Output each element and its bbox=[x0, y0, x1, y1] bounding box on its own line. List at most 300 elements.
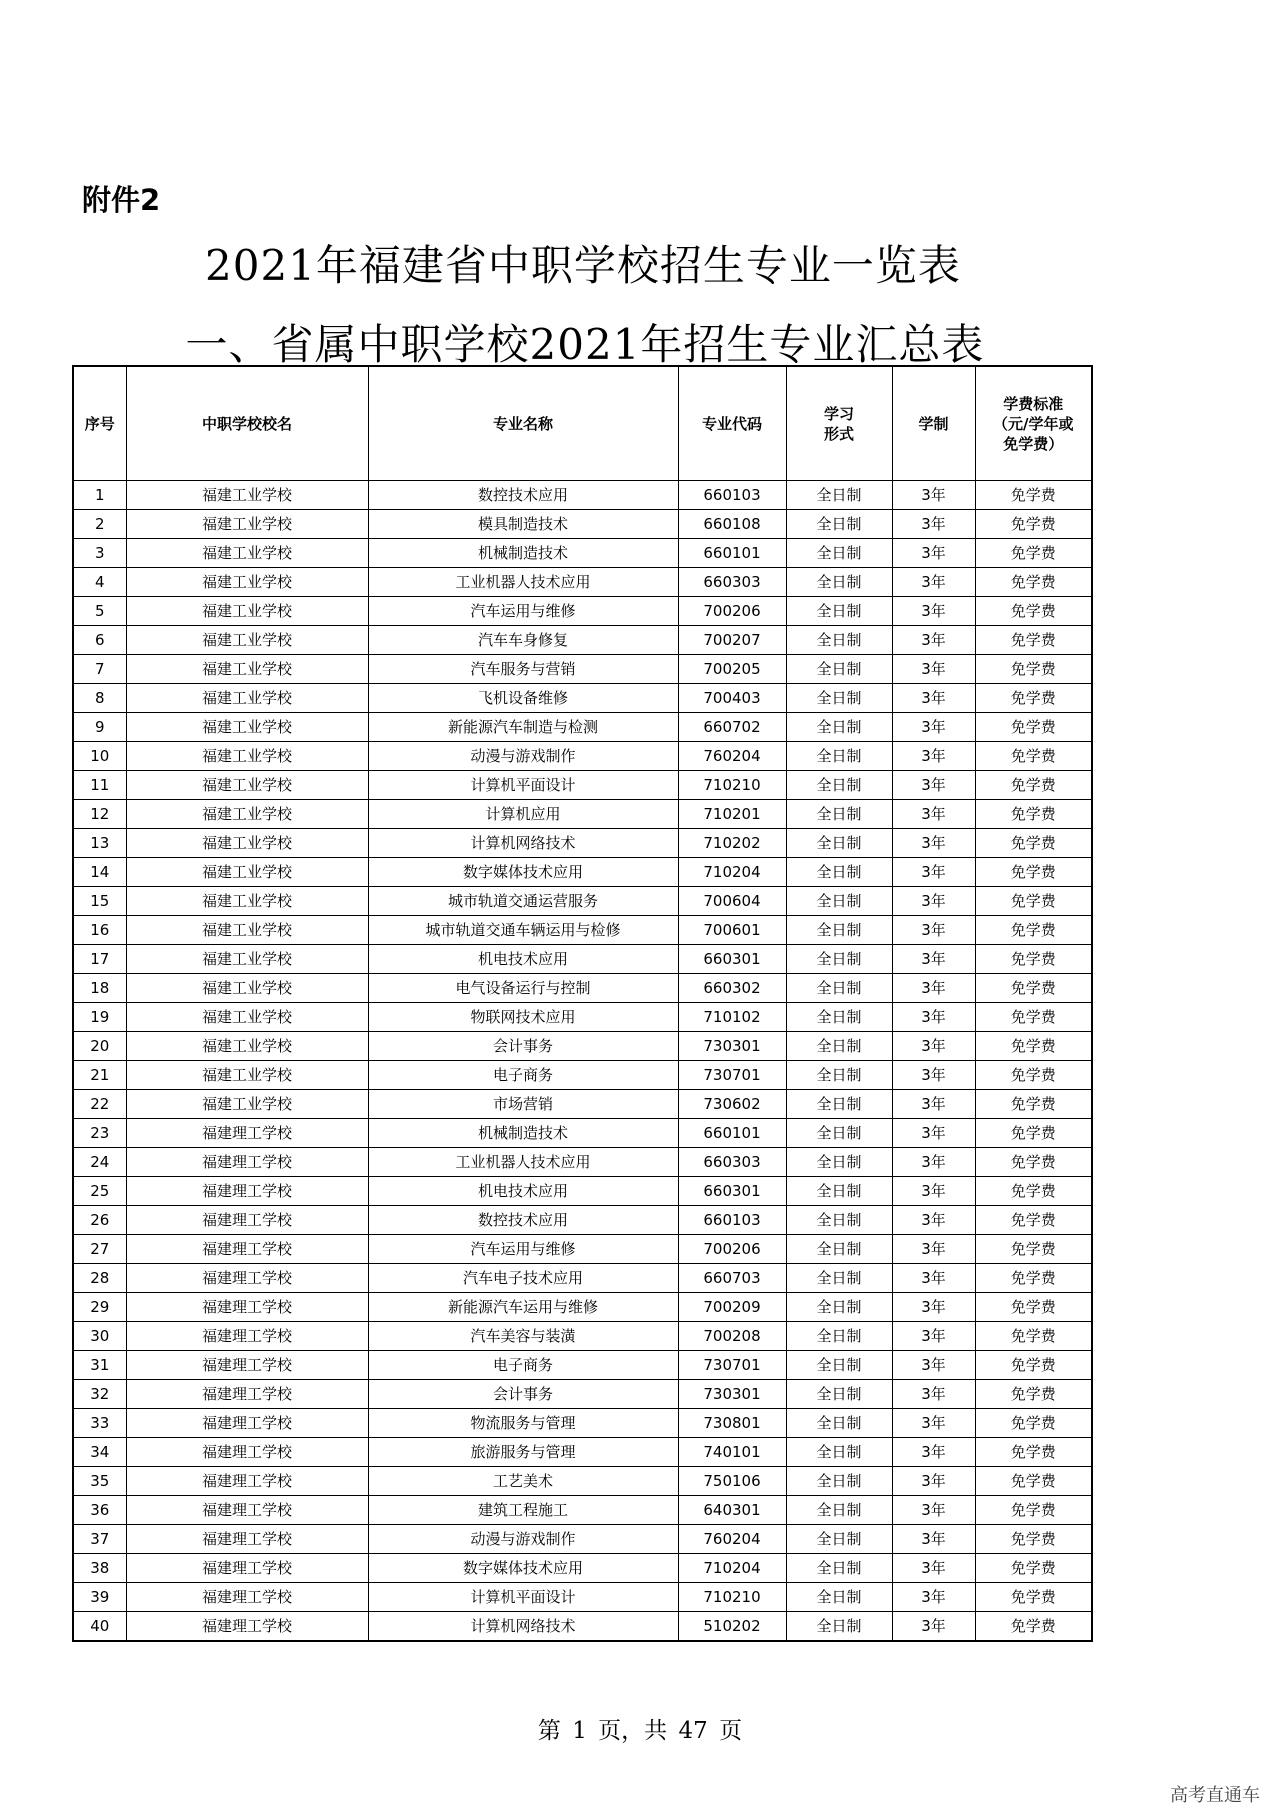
cell-duration: 3年 bbox=[892, 800, 975, 829]
cell-duration: 3年 bbox=[892, 945, 975, 974]
cell-code: 660703 bbox=[678, 1264, 786, 1293]
cell-duration: 3年 bbox=[892, 568, 975, 597]
cell-tuition: 免学费 bbox=[975, 1032, 1092, 1061]
cell-study-form: 全日制 bbox=[786, 626, 892, 655]
cell-tuition: 免学费 bbox=[975, 1554, 1092, 1583]
cell-study-form: 全日制 bbox=[786, 1206, 892, 1235]
cell-tuition: 免学费 bbox=[975, 481, 1092, 510]
cell-code: 710204 bbox=[678, 1554, 786, 1583]
header-study-form bbox=[786, 366, 892, 481]
cell-major: 城市轨道交通车辆运用与检修 bbox=[368, 916, 678, 945]
cell-index: 28 bbox=[73, 1264, 126, 1293]
cell-study-form: 全日制 bbox=[786, 1264, 892, 1293]
cell-major: 城市轨道交通运营服务 bbox=[368, 887, 678, 916]
table-row bbox=[73, 1322, 1092, 1351]
cell-study-form: 全日制 bbox=[786, 481, 892, 510]
cell-code: 730301 bbox=[678, 1380, 786, 1409]
cell-code: 730701 bbox=[678, 1351, 786, 1380]
cell-study-form: 全日制 bbox=[786, 742, 892, 771]
cell-school: 福建工业学校 bbox=[126, 1090, 368, 1119]
cell-major: 会计事务 bbox=[368, 1380, 678, 1409]
cell-study-form: 全日制 bbox=[786, 597, 892, 626]
cell-duration: 3年 bbox=[892, 1003, 975, 1032]
cell-code: 730301 bbox=[678, 1032, 786, 1061]
cell-duration: 3年 bbox=[892, 1264, 975, 1293]
table-row bbox=[73, 1177, 1092, 1206]
cell-study-form: 全日制 bbox=[786, 1293, 892, 1322]
watermark-text: 高考直通车 bbox=[1170, 1785, 1260, 1806]
cell-code: 660103 bbox=[678, 481, 786, 510]
cell-index: 6 bbox=[73, 626, 126, 655]
cell-duration: 3年 bbox=[892, 1612, 975, 1642]
cell-tuition: 免学费 bbox=[975, 1409, 1092, 1438]
table-row bbox=[73, 1467, 1092, 1496]
cell-major: 会计事务 bbox=[368, 1032, 678, 1061]
cell-tuition: 免学费 bbox=[975, 1525, 1092, 1554]
cell-index: 9 bbox=[73, 713, 126, 742]
cell-duration: 3年 bbox=[892, 1235, 975, 1264]
cell-duration: 3年 bbox=[892, 1148, 975, 1177]
cell-code: 710210 bbox=[678, 1583, 786, 1612]
cell-study-form: 全日制 bbox=[786, 1235, 892, 1264]
cell-major: 电子商务 bbox=[368, 1061, 678, 1090]
cell-major: 数控技术应用 bbox=[368, 481, 678, 510]
cell-duration: 3年 bbox=[892, 858, 975, 887]
table-body bbox=[73, 481, 1092, 1642]
page-title: 2021年福建省中职学校招生专业一览表 bbox=[205, 241, 961, 290]
cell-school: 福建工业学校 bbox=[126, 858, 368, 887]
cell-school: 福建理工学校 bbox=[126, 1206, 368, 1235]
cell-index: 30 bbox=[73, 1322, 126, 1351]
cell-tuition: 免学费 bbox=[975, 1206, 1092, 1235]
cell-major: 汽车美容与装潢 bbox=[368, 1322, 678, 1351]
table-header-row bbox=[73, 366, 1092, 481]
cell-major: 汽车电子技术应用 bbox=[368, 1264, 678, 1293]
table-row bbox=[73, 771, 1092, 800]
cell-index: 16 bbox=[73, 916, 126, 945]
cell-code: 760204 bbox=[678, 742, 786, 771]
cell-major: 计算机平面设计 bbox=[368, 771, 678, 800]
table-row bbox=[73, 713, 1092, 742]
table-row bbox=[73, 887, 1092, 916]
cell-school: 福建工业学校 bbox=[126, 829, 368, 858]
section-title: 一、省属中职学校2021年招生专业汇总表 bbox=[185, 320, 985, 369]
cell-duration: 3年 bbox=[892, 597, 975, 626]
cell-duration: 3年 bbox=[892, 1206, 975, 1235]
cell-duration: 3年 bbox=[892, 655, 975, 684]
cell-code: 710201 bbox=[678, 800, 786, 829]
header-tuition-label: 学费标准 （元/学年或 免学费） bbox=[993, 394, 1074, 453]
cell-study-form: 全日制 bbox=[786, 655, 892, 684]
cell-tuition: 免学费 bbox=[975, 887, 1092, 916]
cell-school: 福建工业学校 bbox=[126, 713, 368, 742]
cell-code: 660702 bbox=[678, 713, 786, 742]
cell-duration: 3年 bbox=[892, 1467, 975, 1496]
cell-duration: 3年 bbox=[892, 1583, 975, 1612]
cell-code: 640301 bbox=[678, 1496, 786, 1525]
cell-study-form: 全日制 bbox=[786, 945, 892, 974]
cell-duration: 3年 bbox=[892, 887, 975, 916]
cell-index: 8 bbox=[73, 684, 126, 713]
cell-major: 数字媒体技术应用 bbox=[368, 1554, 678, 1583]
cell-school: 福建工业学校 bbox=[126, 684, 368, 713]
cell-major: 机电技术应用 bbox=[368, 945, 678, 974]
cell-tuition: 免学费 bbox=[975, 1467, 1092, 1496]
table-row bbox=[73, 510, 1092, 539]
table-row bbox=[73, 1003, 1092, 1032]
header-tuition bbox=[975, 366, 1092, 481]
cell-study-form: 全日制 bbox=[786, 916, 892, 945]
cell-code: 700207 bbox=[678, 626, 786, 655]
cell-study-form: 全日制 bbox=[786, 1351, 892, 1380]
cell-index: 18 bbox=[73, 974, 126, 1003]
header-school bbox=[126, 366, 368, 481]
cell-index: 37 bbox=[73, 1525, 126, 1554]
cell-duration: 3年 bbox=[892, 1554, 975, 1583]
cell-tuition: 免学费 bbox=[975, 1177, 1092, 1206]
cell-school: 福建理工学校 bbox=[126, 1177, 368, 1206]
cell-duration: 3年 bbox=[892, 1090, 975, 1119]
cell-index: 22 bbox=[73, 1090, 126, 1119]
table-row bbox=[73, 829, 1092, 858]
table-row bbox=[73, 1264, 1092, 1293]
cell-study-form: 全日制 bbox=[786, 771, 892, 800]
page-footer: 第 1 页，共 47 页 bbox=[537, 1718, 743, 1744]
cell-major: 计算机网络技术 bbox=[368, 1612, 678, 1642]
table-row bbox=[73, 742, 1092, 771]
cell-tuition: 免学费 bbox=[975, 1322, 1092, 1351]
cell-school: 福建理工学校 bbox=[126, 1612, 368, 1642]
table-row bbox=[73, 800, 1092, 829]
cell-index: 38 bbox=[73, 1554, 126, 1583]
cell-tuition: 免学费 bbox=[975, 1148, 1092, 1177]
cell-code: 660101 bbox=[678, 1119, 786, 1148]
cell-index: 34 bbox=[73, 1438, 126, 1467]
cell-study-form: 全日制 bbox=[786, 1119, 892, 1148]
cell-tuition: 免学费 bbox=[975, 626, 1092, 655]
cell-school: 福建工业学校 bbox=[126, 800, 368, 829]
cell-major: 计算机平面设计 bbox=[368, 1583, 678, 1612]
cell-major: 计算机网络技术 bbox=[368, 829, 678, 858]
cell-school: 福建工业学校 bbox=[126, 742, 368, 771]
cell-school: 福建理工学校 bbox=[126, 1467, 368, 1496]
cell-major: 新能源汽车运用与维修 bbox=[368, 1293, 678, 1322]
table-row bbox=[73, 1583, 1092, 1612]
cell-study-form: 全日制 bbox=[786, 1003, 892, 1032]
table-row bbox=[73, 1032, 1092, 1061]
table-row bbox=[73, 916, 1092, 945]
cell-study-form: 全日制 bbox=[786, 858, 892, 887]
cell-tuition: 免学费 bbox=[975, 1496, 1092, 1525]
cell-code: 660103 bbox=[678, 1206, 786, 1235]
header-duration bbox=[892, 366, 975, 481]
table-row bbox=[73, 1061, 1092, 1090]
cell-code: 700601 bbox=[678, 916, 786, 945]
cell-index: 27 bbox=[73, 1235, 126, 1264]
cell-school: 福建理工学校 bbox=[126, 1322, 368, 1351]
cell-duration: 3年 bbox=[892, 1351, 975, 1380]
header-code-label: 专业代码 bbox=[701, 414, 762, 433]
header-school-label: 中职学校校名 bbox=[201, 414, 292, 433]
cell-school: 福建理工学校 bbox=[126, 1554, 368, 1583]
cell-study-form: 全日制 bbox=[786, 887, 892, 916]
table-row bbox=[73, 1380, 1092, 1409]
cell-major: 机械制造技术 bbox=[368, 539, 678, 568]
cell-code: 750106 bbox=[678, 1467, 786, 1496]
cell-school: 福建工业学校 bbox=[126, 916, 368, 945]
cell-tuition: 免学费 bbox=[975, 1438, 1092, 1467]
cell-index: 31 bbox=[73, 1351, 126, 1380]
cell-code: 730701 bbox=[678, 1061, 786, 1090]
cell-school: 福建理工学校 bbox=[126, 1235, 368, 1264]
table-row bbox=[73, 1293, 1092, 1322]
cell-major: 动漫与游戏制作 bbox=[368, 742, 678, 771]
table-row bbox=[73, 1612, 1092, 1642]
cell-school: 福建理工学校 bbox=[126, 1148, 368, 1177]
cell-index: 17 bbox=[73, 945, 126, 974]
cell-index: 39 bbox=[73, 1583, 126, 1612]
cell-school: 福建理工学校 bbox=[126, 1119, 368, 1148]
cell-tuition: 免学费 bbox=[975, 771, 1092, 800]
cell-tuition: 免学费 bbox=[975, 1061, 1092, 1090]
cell-index: 24 bbox=[73, 1148, 126, 1177]
cell-index: 2 bbox=[73, 510, 126, 539]
table-row bbox=[73, 1206, 1092, 1235]
cell-index: 19 bbox=[73, 1003, 126, 1032]
cell-study-form: 全日制 bbox=[786, 1061, 892, 1090]
cell-major: 物流服务与管理 bbox=[368, 1409, 678, 1438]
table-row bbox=[73, 626, 1092, 655]
cell-duration: 3年 bbox=[892, 1496, 975, 1525]
cell-index: 23 bbox=[73, 1119, 126, 1148]
cell-study-form: 全日制 bbox=[786, 1148, 892, 1177]
cell-code: 710210 bbox=[678, 771, 786, 800]
cell-school: 福建工业学校 bbox=[126, 771, 368, 800]
cell-study-form: 全日制 bbox=[786, 1177, 892, 1206]
cell-code: 710202 bbox=[678, 829, 786, 858]
header-study-form-label: 学习 形式 bbox=[823, 404, 854, 443]
cell-study-form: 全日制 bbox=[786, 1612, 892, 1642]
cell-index: 10 bbox=[73, 742, 126, 771]
table-row bbox=[73, 1554, 1092, 1583]
cell-code: 700206 bbox=[678, 597, 786, 626]
cell-duration: 3年 bbox=[892, 1061, 975, 1090]
cell-major: 工业机器人技术应用 bbox=[368, 1148, 678, 1177]
cell-school: 福建工业学校 bbox=[126, 539, 368, 568]
cell-study-form: 全日制 bbox=[786, 1032, 892, 1061]
cell-duration: 3年 bbox=[892, 481, 975, 510]
cell-study-form: 全日制 bbox=[786, 1438, 892, 1467]
cell-school: 福建工业学校 bbox=[126, 974, 368, 1003]
cell-study-form: 全日制 bbox=[786, 510, 892, 539]
cell-major: 汽车车身修复 bbox=[368, 626, 678, 655]
cell-study-form: 全日制 bbox=[786, 1322, 892, 1351]
cell-duration: 3年 bbox=[892, 684, 975, 713]
cell-tuition: 免学费 bbox=[975, 916, 1092, 945]
cell-school: 福建工业学校 bbox=[126, 481, 368, 510]
cell-tuition: 免学费 bbox=[975, 713, 1092, 742]
cell-study-form: 全日制 bbox=[786, 1467, 892, 1496]
cell-school: 福建工业学校 bbox=[126, 1061, 368, 1090]
cell-duration: 3年 bbox=[892, 1177, 975, 1206]
cell-index: 36 bbox=[73, 1496, 126, 1525]
cell-tuition: 免学费 bbox=[975, 1090, 1092, 1119]
cell-tuition: 免学费 bbox=[975, 858, 1092, 887]
cell-duration: 3年 bbox=[892, 1322, 975, 1351]
cell-tuition: 免学费 bbox=[975, 1380, 1092, 1409]
cell-major: 数控技术应用 bbox=[368, 1206, 678, 1235]
header-code bbox=[678, 366, 786, 481]
cell-school: 福建理工学校 bbox=[126, 1583, 368, 1612]
cell-study-form: 全日制 bbox=[786, 1554, 892, 1583]
cell-school: 福建工业学校 bbox=[126, 510, 368, 539]
cell-code: 660301 bbox=[678, 945, 786, 974]
cell-code: 710204 bbox=[678, 858, 786, 887]
cell-school: 福建理工学校 bbox=[126, 1409, 368, 1438]
cell-tuition: 免学费 bbox=[975, 510, 1092, 539]
cell-duration: 3年 bbox=[892, 1119, 975, 1148]
cell-study-form: 全日制 bbox=[786, 829, 892, 858]
cell-study-form: 全日制 bbox=[786, 1583, 892, 1612]
cell-major: 动漫与游戏制作 bbox=[368, 1525, 678, 1554]
cell-code: 730801 bbox=[678, 1409, 786, 1438]
cell-tuition: 免学费 bbox=[975, 1119, 1092, 1148]
cell-tuition: 免学费 bbox=[975, 1264, 1092, 1293]
cell-school: 福建工业学校 bbox=[126, 568, 368, 597]
cell-duration: 3年 bbox=[892, 771, 975, 800]
table-row bbox=[73, 684, 1092, 713]
cell-study-form: 全日制 bbox=[786, 1090, 892, 1119]
cell-index: 26 bbox=[73, 1206, 126, 1235]
table-row bbox=[73, 1148, 1092, 1177]
cell-code: 760204 bbox=[678, 1525, 786, 1554]
enrollment-table bbox=[72, 365, 1093, 1642]
cell-major: 建筑工程施工 bbox=[368, 1496, 678, 1525]
cell-code: 700209 bbox=[678, 1293, 786, 1322]
cell-school: 福建工业学校 bbox=[126, 626, 368, 655]
cell-duration: 3年 bbox=[892, 974, 975, 1003]
table-row bbox=[73, 1235, 1092, 1264]
cell-index: 4 bbox=[73, 568, 126, 597]
header-index bbox=[73, 366, 126, 481]
cell-school: 福建工业学校 bbox=[126, 887, 368, 916]
cell-major: 汽车运用与维修 bbox=[368, 1235, 678, 1264]
cell-school: 福建工业学校 bbox=[126, 597, 368, 626]
cell-major: 汽车服务与营销 bbox=[368, 655, 678, 684]
cell-school: 福建工业学校 bbox=[126, 945, 368, 974]
cell-index: 20 bbox=[73, 1032, 126, 1061]
cell-major: 数字媒体技术应用 bbox=[368, 858, 678, 887]
cell-index: 32 bbox=[73, 1380, 126, 1409]
cell-code: 710102 bbox=[678, 1003, 786, 1032]
cell-code: 510202 bbox=[678, 1612, 786, 1642]
cell-code: 730602 bbox=[678, 1090, 786, 1119]
cell-tuition: 免学费 bbox=[975, 655, 1092, 684]
cell-code: 660302 bbox=[678, 974, 786, 1003]
cell-code: 700205 bbox=[678, 655, 786, 684]
cell-major: 汽车运用与维修 bbox=[368, 597, 678, 626]
cell-school: 福建理工学校 bbox=[126, 1380, 368, 1409]
cell-duration: 3年 bbox=[892, 1293, 975, 1322]
cell-tuition: 免学费 bbox=[975, 1612, 1092, 1642]
header-duration-label: 学制 bbox=[918, 414, 949, 433]
cell-major: 工艺美术 bbox=[368, 1467, 678, 1496]
cell-index: 3 bbox=[73, 539, 126, 568]
table-row bbox=[73, 1409, 1092, 1438]
cell-index: 29 bbox=[73, 1293, 126, 1322]
cell-tuition: 免学费 bbox=[975, 742, 1092, 771]
cell-index: 15 bbox=[73, 887, 126, 916]
cell-duration: 3年 bbox=[892, 829, 975, 858]
cell-major: 旅游服务与管理 bbox=[368, 1438, 678, 1467]
cell-duration: 3年 bbox=[892, 916, 975, 945]
cell-school: 福建理工学校 bbox=[126, 1264, 368, 1293]
cell-tuition: 免学费 bbox=[975, 597, 1092, 626]
cell-tuition: 免学费 bbox=[975, 1293, 1092, 1322]
cell-major: 计算机应用 bbox=[368, 800, 678, 829]
cell-code: 660108 bbox=[678, 510, 786, 539]
table-row bbox=[73, 1525, 1092, 1554]
cell-duration: 3年 bbox=[892, 626, 975, 655]
cell-school: 福建理工学校 bbox=[126, 1438, 368, 1467]
cell-index: 1 bbox=[73, 481, 126, 510]
cell-tuition: 免学费 bbox=[975, 800, 1092, 829]
cell-index: 14 bbox=[73, 858, 126, 887]
cell-study-form: 全日制 bbox=[786, 684, 892, 713]
cell-tuition: 免学费 bbox=[975, 945, 1092, 974]
header-index-label: 序号 bbox=[84, 414, 115, 433]
cell-index: 21 bbox=[73, 1061, 126, 1090]
table-row bbox=[73, 1119, 1092, 1148]
cell-study-form: 全日制 bbox=[786, 800, 892, 829]
cell-tuition: 免学费 bbox=[975, 829, 1092, 858]
cell-index: 12 bbox=[73, 800, 126, 829]
cell-code: 700403 bbox=[678, 684, 786, 713]
cell-code: 660303 bbox=[678, 1148, 786, 1177]
table-row bbox=[73, 1351, 1092, 1380]
cell-duration: 3年 bbox=[892, 1032, 975, 1061]
cell-major: 电气设备运行与控制 bbox=[368, 974, 678, 1003]
cell-index: 25 bbox=[73, 1177, 126, 1206]
cell-code: 700208 bbox=[678, 1322, 786, 1351]
table-row bbox=[73, 655, 1092, 684]
cell-study-form: 全日制 bbox=[786, 568, 892, 597]
cell-study-form: 全日制 bbox=[786, 539, 892, 568]
table-row bbox=[73, 1438, 1092, 1467]
cell-duration: 3年 bbox=[892, 1409, 975, 1438]
cell-code: 700604 bbox=[678, 887, 786, 916]
cell-tuition: 免学费 bbox=[975, 1351, 1092, 1380]
cell-index: 35 bbox=[73, 1467, 126, 1496]
cell-tuition: 免学费 bbox=[975, 974, 1092, 1003]
cell-duration: 3年 bbox=[892, 539, 975, 568]
cell-major: 机械制造技术 bbox=[368, 1119, 678, 1148]
cell-major: 机电技术应用 bbox=[368, 1177, 678, 1206]
cell-study-form: 全日制 bbox=[786, 713, 892, 742]
cell-major: 工业机器人技术应用 bbox=[368, 568, 678, 597]
cell-study-form: 全日制 bbox=[786, 1380, 892, 1409]
cell-major: 市场营销 bbox=[368, 1090, 678, 1119]
table-row bbox=[73, 539, 1092, 568]
cell-major: 新能源汽车制造与检测 bbox=[368, 713, 678, 742]
table-row bbox=[73, 597, 1092, 626]
cell-duration: 3年 bbox=[892, 713, 975, 742]
table-row bbox=[73, 858, 1092, 887]
table-row bbox=[73, 568, 1092, 597]
cell-school: 福建工业学校 bbox=[126, 1003, 368, 1032]
cell-tuition: 免学费 bbox=[975, 1583, 1092, 1612]
table-row bbox=[73, 1090, 1092, 1119]
